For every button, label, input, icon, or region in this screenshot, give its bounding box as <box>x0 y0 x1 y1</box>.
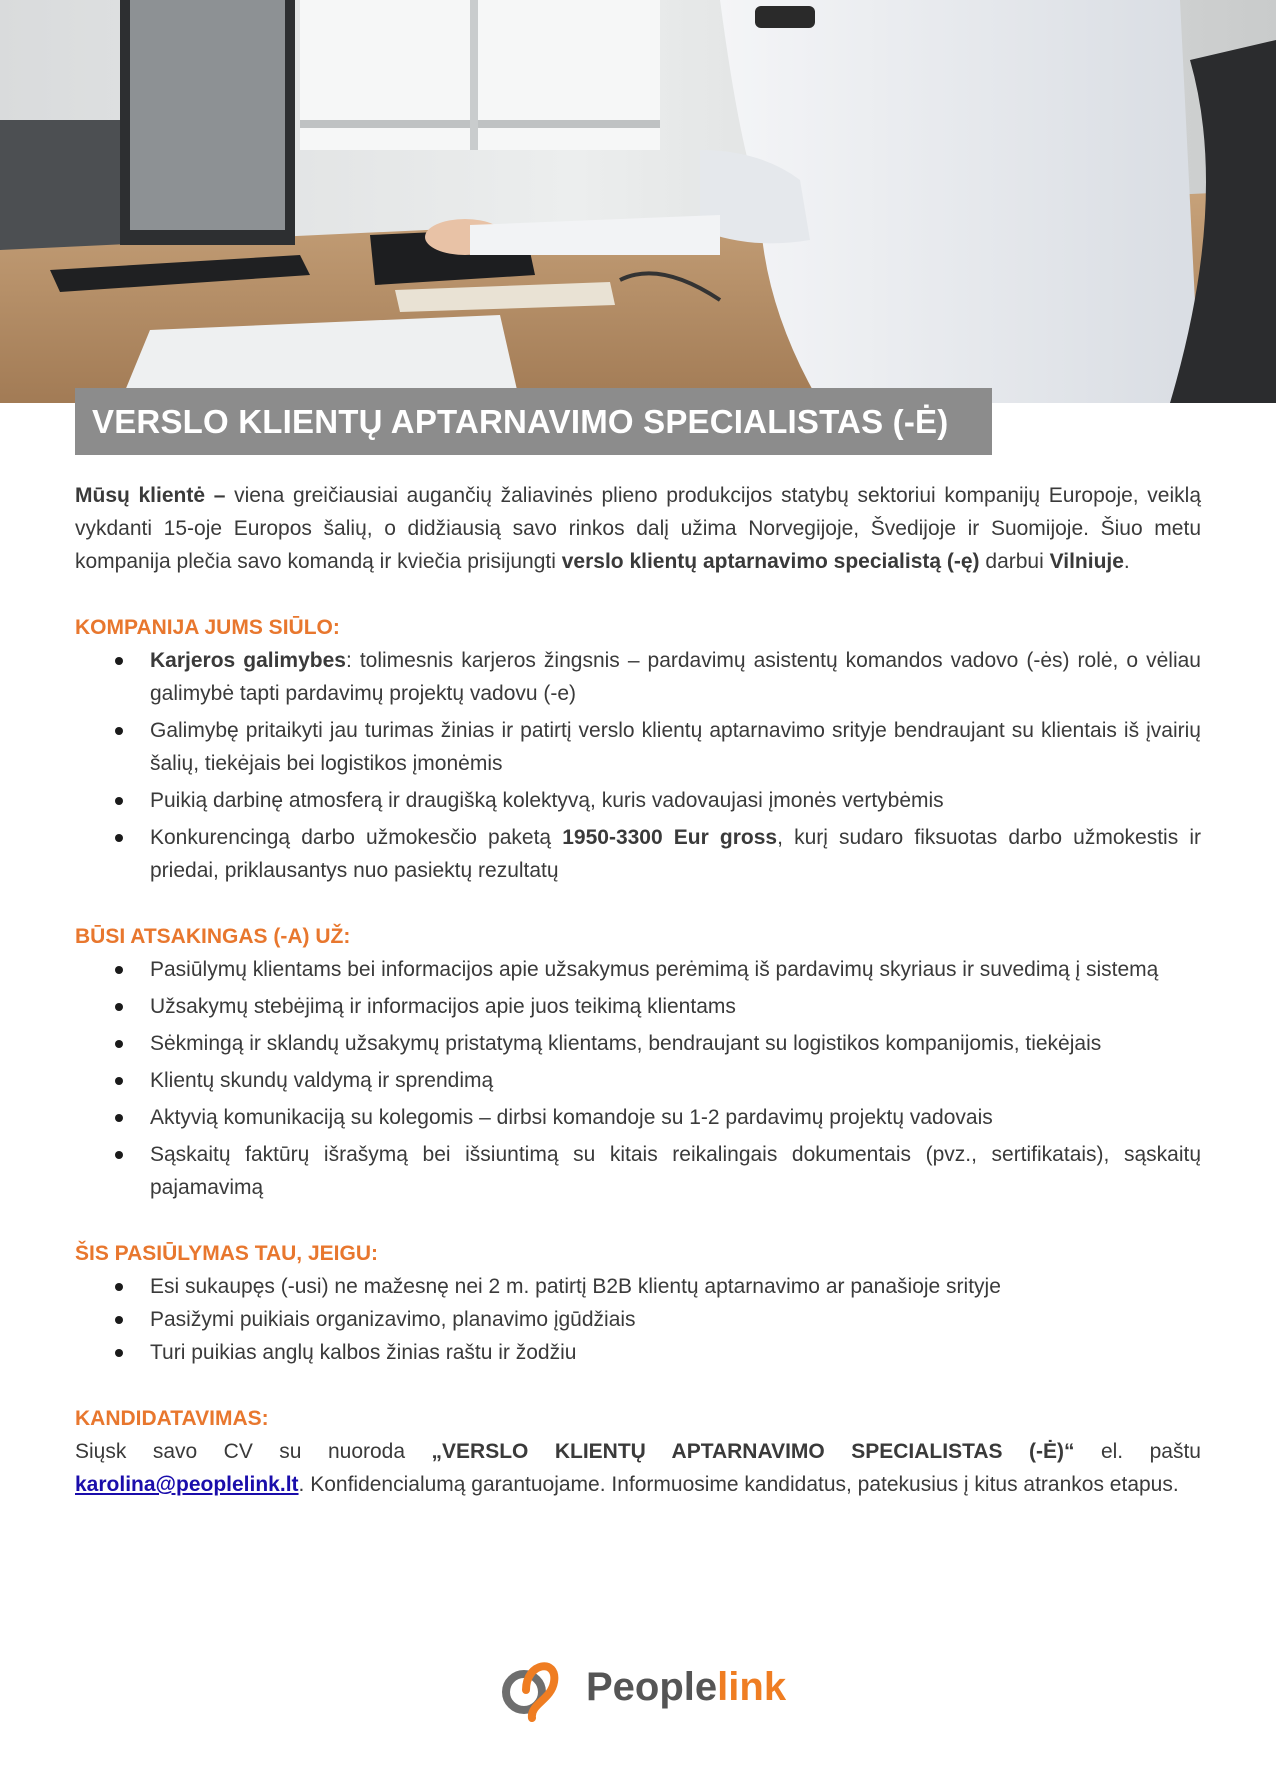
hero-photo <box>0 0 1276 403</box>
job-title: VERSLO KLIENTŲ APTARNAVIMO SPECIALISTAS (-Ė) <box>92 403 949 440</box>
job-description <box>75 479 1201 1501</box>
office-photo-icon <box>0 0 1276 403</box>
application-text: Siųsk savo CV su nuoroda <box>75 1440 432 1463</box>
logo-link-text: link <box>717 1665 787 1709</box>
peoplelink-logo-icon <box>496 1652 568 1722</box>
list-item: Aktyvią komunikaciją su kolegomis – dirbsi komandoje su 1-2 pardavimų projektų vadovais <box>75 1101 1201 1134</box>
offer-list <box>75 644 1201 887</box>
peoplelink-logo <box>496 1652 796 1722</box>
list-item: Pasiūlymų klientams bei informacijos apie užsakymus perėmimą iš pardavimų skyriaus ir suvedimą į sistemą <box>75 953 1201 986</box>
section-title-responsibilities: BŪSI ATSAKINGAS (-A) UŽ: <box>75 925 351 948</box>
section-title-application: KANDIDATAVIMAS: <box>75 1407 269 1430</box>
list-item <box>75 821 1201 887</box>
offer-item-text: Konkurencingą darbo užmokesčio paketą <box>150 826 563 849</box>
application-reference: „VERSLO KLIENTŲ APTARNAVIMO SPECIALISTAS (-Ė)“ <box>431 1440 1075 1463</box>
salary-range: 1950-3300 Eur gross <box>562 826 778 849</box>
responsibilities-list <box>75 953 1201 1204</box>
intro-paragraph <box>75 479 1201 578</box>
job-title-banner <box>75 388 992 455</box>
list-item: Esi sukaupęs (-usi) ne mažesnę nei 2 m. patirtį B2B klientų aptarnavimo ar panašioje srityje <box>75 1270 1201 1303</box>
offer-item-bold: Karjeros galimybes <box>150 649 346 672</box>
offer-item-text: , kurį sudaro fiksuotas darbo užmokestis ir priedai, priklausantys nuo pasiektų rezultatų <box>150 826 1201 882</box>
list-item: Užsakymų stebėjimą ir informacijos apie juos teikimą klientams <box>75 990 1201 1023</box>
section-title-offer: KOMPANIJA JUMS SIŪLO: <box>75 616 340 639</box>
application-paragraph <box>75 1468 1201 1501</box>
application-text-3: . Konfidencialumą garantuojame. Informuosime kandidatus, patekusius į kitus atrankos etapus. <box>298 1473 1179 1496</box>
intro-text: viena greičiausiai augančių žaliavinės plieno produkcijos statybų sektoriui kompanijų Europoje, veiklą vykdanti 15-oje Europos šalių, o didžiausią savo rinkos dalį užima Norvegijoje, Švedijoje ir Suomijoje. Šiuo metu kompanija plečia savo komandą ir kviečia prisijungti <box>75 484 1201 573</box>
intro-text-2: darbui <box>979 550 1050 573</box>
list-item: Sąskaitų faktūrų išrašymą bei išsiuntimą su kitais reikalingais dokumentais (pvz., sertifikatais), sąskaitų pajamavimą <box>75 1138 1201 1204</box>
intro-city: Vilniuje <box>1049 550 1124 573</box>
section-title-requirements: ŠIS PASIŪLYMAS TAU, JEIGU: <box>75 1242 378 1265</box>
logo-people-text: People <box>586 1665 718 1709</box>
list-item <box>75 644 1201 710</box>
list-item: Sėkmingą ir sklandų užsakymų pristatymą klientams, bendraujant su logistikos kompanijomis, tiekėjais <box>75 1027 1201 1060</box>
list-item: Turi puikias anglų kalbos žinias raštu ir žodžiu <box>75 1336 1201 1369</box>
list-item: Klientų skundų valdymą ir sprendimą <box>75 1064 1201 1097</box>
list-item: Puikią darbinę atmosferą ir draugišką kolektyvą, kuris vadovaujasi įmonės vertybėmis <box>75 784 1201 817</box>
requirements-list <box>75 1270 1201 1369</box>
list-item: Galimybę pritaikyti jau turimas žinias ir patirtį verslo klientų aptarnavimo srityje bendraujant su klientais iš įvairių šalių, tiekėjais bei logistikos įmonėmis <box>75 714 1201 780</box>
email-link[interactable]: karolina@peoplelink.lt <box>75 1473 299 1496</box>
intro-position: verslo klientų aptarnavimo specialistą (-ę) <box>561 550 980 573</box>
application-line <box>75 1435 1201 1468</box>
logo-wordmark <box>586 1662 786 1712</box>
intro-client-label: Mūsų klientė – <box>75 484 226 507</box>
offer-item-text: : tolimesnis karjeros žingsnis – pardavimų asistentų komandos vadovo (-ės) rolė, o vėliau galimybė tapti pardavimų projektų vadovu (-e) <box>150 649 1201 705</box>
application-text-2: el. paštu <box>1074 1440 1201 1463</box>
intro-text-3: . <box>1123 550 1130 573</box>
list-item: Pasižymi puikiais organizavimo, planavimo įgūdžiais <box>75 1303 1201 1336</box>
